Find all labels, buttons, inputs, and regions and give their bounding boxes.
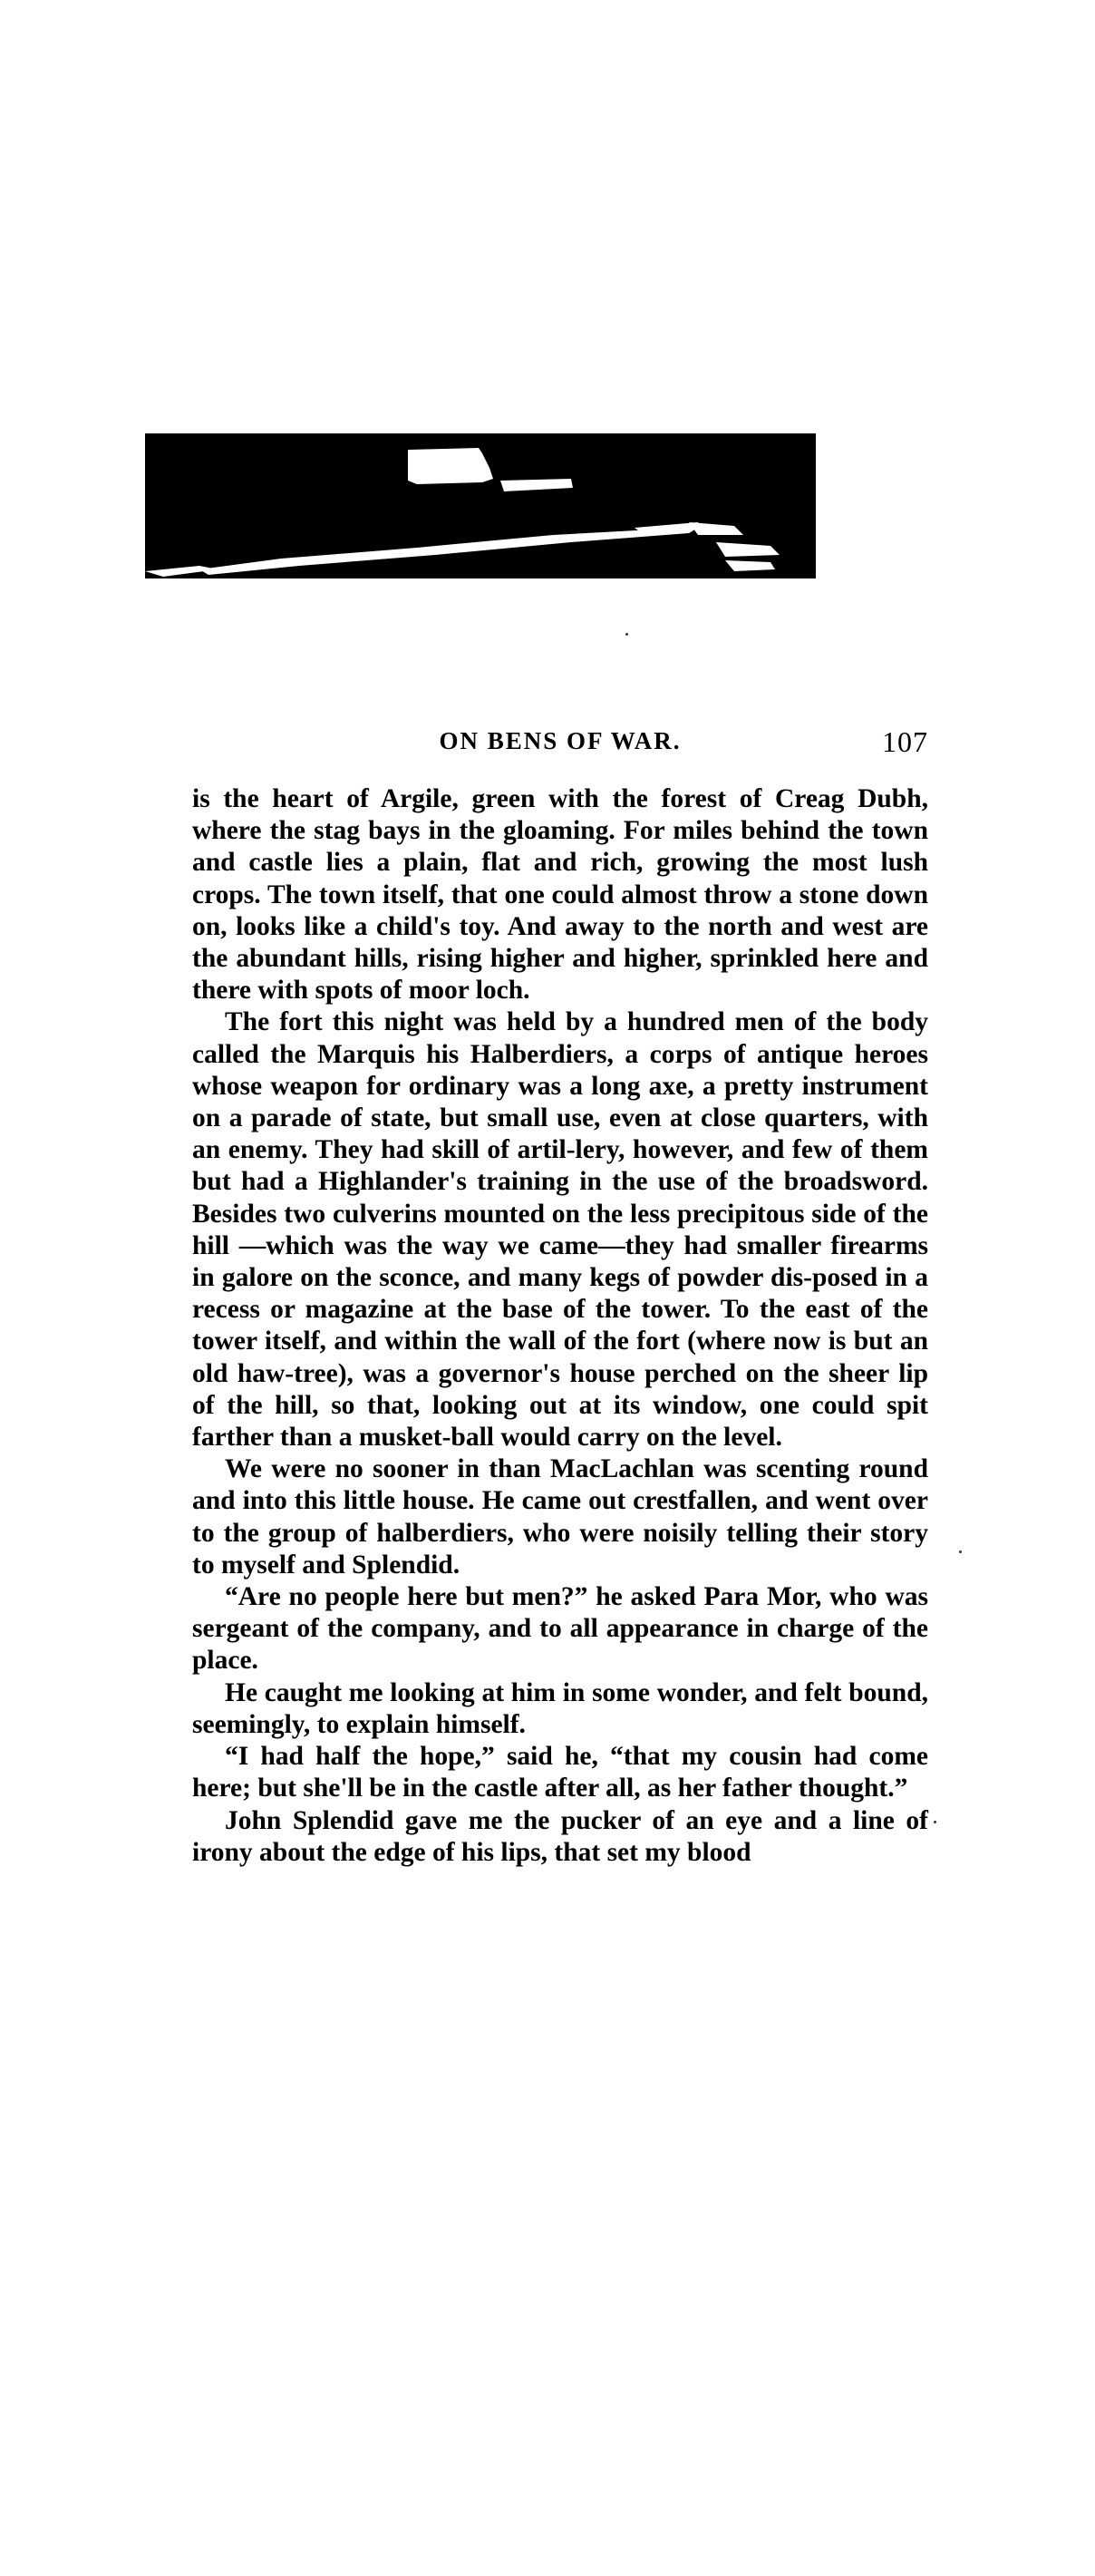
paragraph: “Are no people here but men?” he asked Para Mor, who was sergeant of the company, and to all appearance in charge of the place. xyxy=(192,1582,928,1676)
paragraph: is the heart of Argile, green with the forest of Creag Dubh, where the stag bays in the gloaming. For miles behind the town and castle lies a plain, flat and rich, growing the most lush crops. The town itself, that one could almost throw a stone down on, looks like a child's toy. And away to the north and west are the abundant hills, rising higher and higher, sprinkled here and there with spots of moor loch. xyxy=(192,784,928,1006)
book-page xyxy=(192,725,928,1869)
running-head xyxy=(192,725,928,767)
paragraph: The fort this night was held by a hundred men of the body called the Marquis his Halberdiers, a corps of antique heroes whose weapon for ordinary was a long axe, a pretty instrument on a parade of state, but small use, even at close quarters, with an enemy. They had skill of artil-lery, however, and few of them but had a Highlander's training in the use of the broadsword. Besides two culverins mounted on the less precipitous side of the hill —which was the way we came—they had smaller firearms in galore on the sconce, and many kegs of powder dis-posed in a recess or magazine at the base of the tower. To the east of the tower itself, and within the wall of the fort (where now is but an old haw-tree), was a governor's house perched on the sheer lip of the hill, so that, looking out at its window, one could spit farther than a musket-ball would carry on the level. xyxy=(192,1007,928,1453)
scan-artifact-bar xyxy=(145,433,816,578)
body-text xyxy=(192,783,928,1869)
scan-artifact-image xyxy=(145,433,816,578)
paragraph: He caught me looking at him in some wonder, and felt bound, seemingly, to explain himself. xyxy=(192,1677,928,1739)
scan-speck xyxy=(934,1821,936,1823)
paragraph: “I had half the hope,” said he, “that my cousin had come here; but she'll be in the castle after all, as her father thought.” xyxy=(192,1742,928,1803)
paragraph: We were no sooner in than MacLachlan was scenting round and into this little house. He came out crestfallen, and went over to the group of halberdiers, who were noisily telling their story to myself and Splendid. xyxy=(192,1454,928,1580)
scan-speck xyxy=(625,633,628,636)
paragraph: John Splendid gave me the pucker of an eye and a line of irony about the edge of his lips, that set my blood xyxy=(192,1805,928,1867)
scan-speck xyxy=(959,1550,962,1553)
running-title: ON BENS OF WAR. xyxy=(439,727,682,754)
page-number: 107 xyxy=(882,725,928,758)
